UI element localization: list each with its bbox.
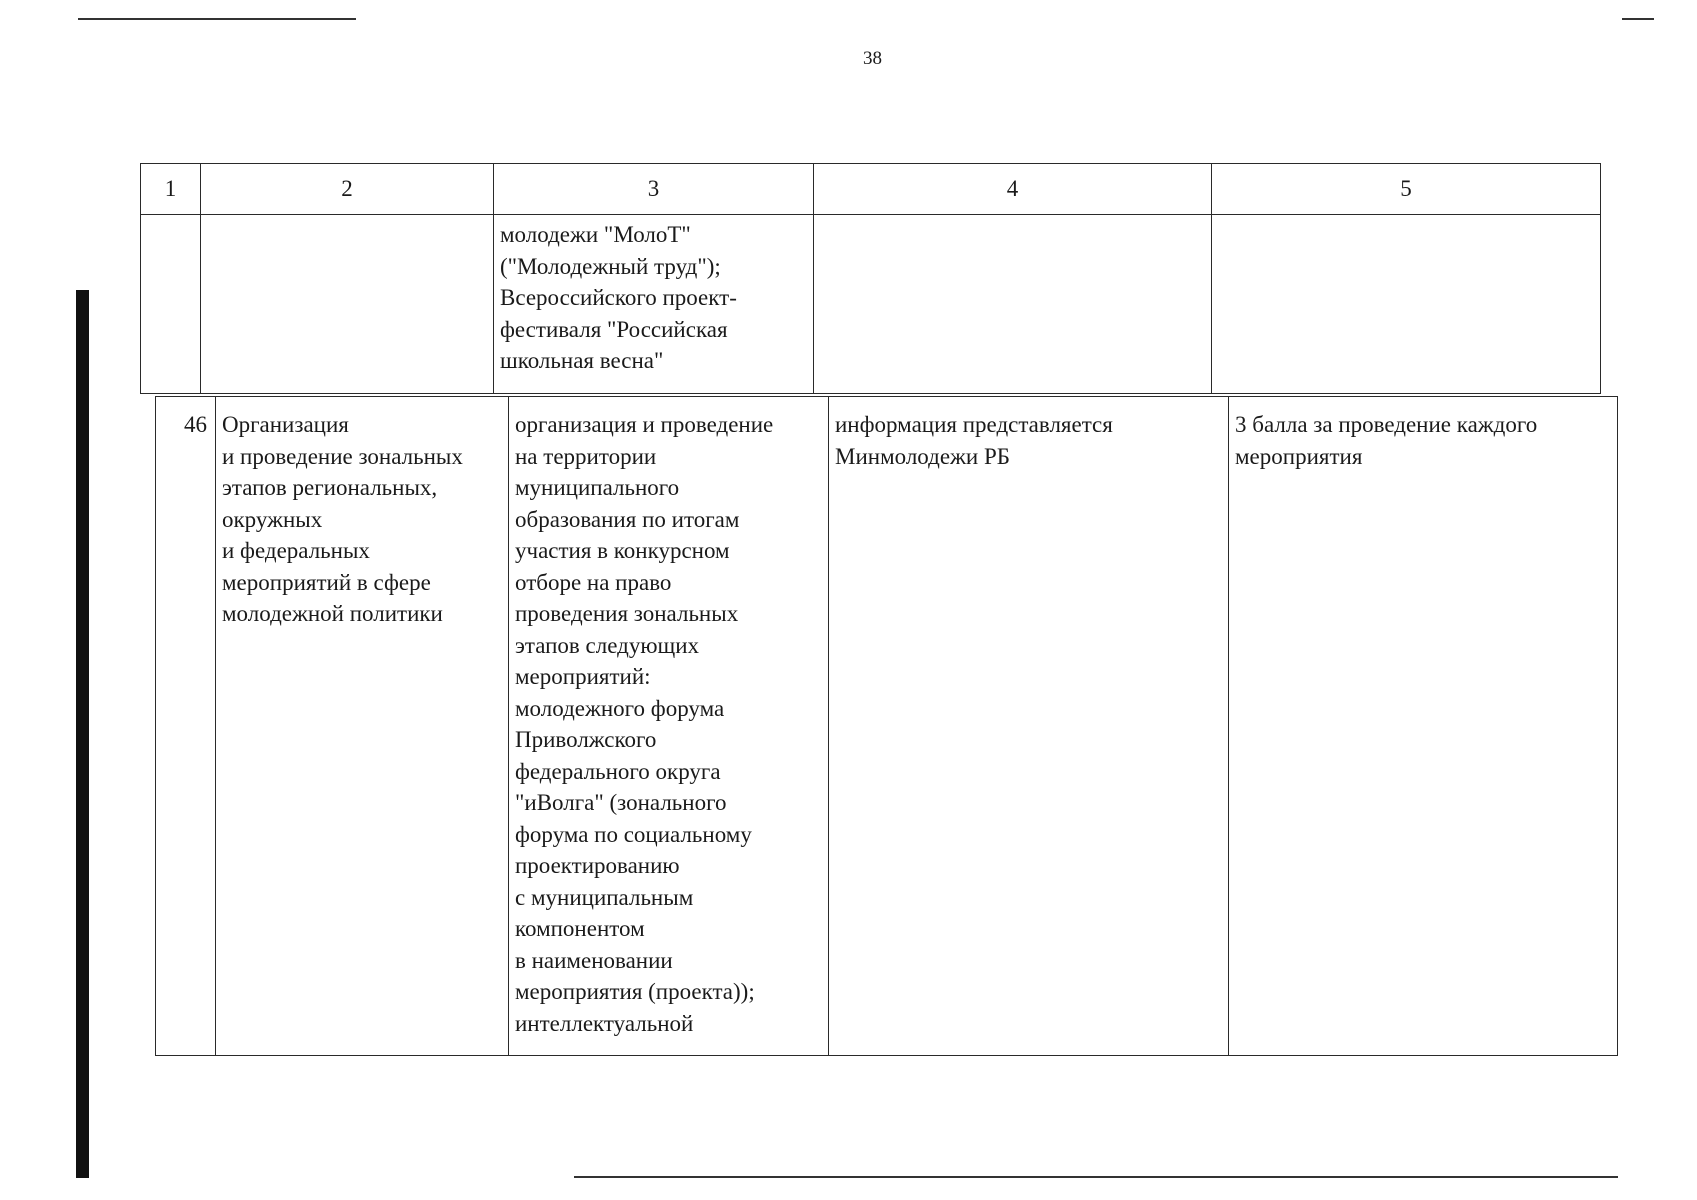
page-number: 38	[863, 48, 882, 69]
table-row-continued	[141, 215, 1601, 394]
table-row-46	[156, 397, 1618, 1056]
table-fragment-top	[140, 163, 1601, 394]
scan-line-top-left	[78, 18, 356, 20]
scan-line-top-right	[1622, 18, 1654, 20]
table-header-row	[141, 164, 1601, 215]
cell-source: информация представляется Минмолодежи РБ	[829, 397, 1229, 1056]
cell-number: 46	[156, 397, 216, 1056]
column-header-1: 1	[141, 164, 201, 215]
cell-condition: организация и проведение на территории муниципального образования по итогам участия в конкурсном отборе на право проведения зональных этапов следующих мероприятий: молодежного форума Приволжского федерального округа "иВолга" (зонального форума по социальному проектированию с муниципальным компонентом в наименовании мероприятия (проекта)); интеллектуальной	[509, 397, 829, 1056]
column-header-3: 3	[494, 164, 814, 215]
cell-activity: Организация и проведение зональных этапов региональных, окружных и федеральных мероприятий в сфере молодежной политики	[216, 397, 509, 1056]
cell-number	[141, 215, 201, 394]
cell-source	[814, 215, 1212, 394]
column-header-2: 2	[201, 164, 494, 215]
cell-score: 3 балла за проведение каждого мероприятия	[1229, 397, 1618, 1056]
cell-condition: молодежи "МолоТ" ("Молодежный труд"); Всероссийского проект- фестиваля "Российская школьная весна"	[494, 215, 814, 394]
scan-edge-left	[76, 290, 89, 1178]
table-fragment-row-46	[155, 396, 1618, 1056]
cell-score	[1212, 215, 1601, 394]
column-header-5: 5	[1212, 164, 1601, 215]
column-header-4: 4	[814, 164, 1212, 215]
scan-line-bottom	[574, 1176, 1618, 1178]
cell-activity	[201, 215, 494, 394]
